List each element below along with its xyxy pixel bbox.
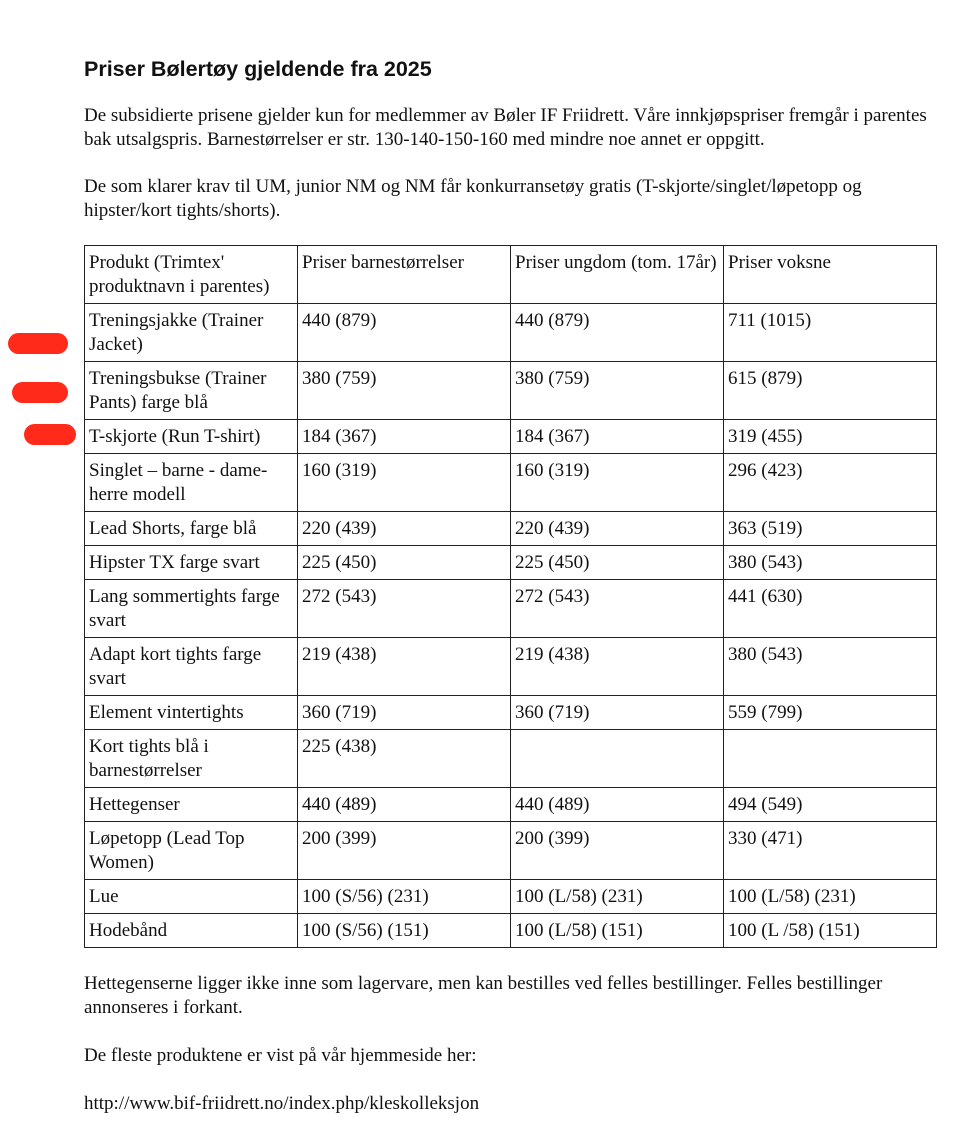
price-cell: 360 (719) <box>511 696 724 730</box>
header-cell: Priser ungdom (tom. 17år) <box>511 246 724 304</box>
table-row <box>85 362 937 420</box>
product-cell: Hodebånd <box>85 914 298 948</box>
intro-paragraph: De som klarer krav til UM, junior NM og NM får konkurransetøy gratis (T-skjorte/singlet/løpetopp og hipster/kort tights/shorts). <box>84 176 862 221</box>
product-cell: Treningsbukse (Trainer Pants) farge blå <box>85 362 298 420</box>
price-cell: 380 (543) <box>724 546 937 580</box>
price-cell: 100 (L/58) (231) <box>511 880 724 914</box>
price-table <box>84 245 937 948</box>
price-cell: 296 (423) <box>724 454 937 512</box>
price-cell: 380 (543) <box>724 638 937 696</box>
table-header-row <box>85 246 937 304</box>
price-cell: 380 (759) <box>511 362 724 420</box>
price-cell: 440 (489) <box>511 788 724 822</box>
price-cell: 225 (450) <box>298 546 511 580</box>
highlight-mark <box>8 333 68 354</box>
product-cell: Lue <box>85 880 298 914</box>
price-cell: 220 (439) <box>298 512 511 546</box>
price-cell <box>724 730 937 788</box>
table-row <box>85 420 937 454</box>
footer-paragraph: De fleste produktene er vist på vår hjemmeside her: <box>84 1045 477 1066</box>
price-cell: 363 (519) <box>724 512 937 546</box>
table-row <box>85 730 937 788</box>
price-cell: 184 (367) <box>298 420 511 454</box>
intro-paragraph: De subsidierte prisene gjelder kun for medlemmer av Bøler IF Friidrett. Våre innkjøpspriser fremgår i parentes bak utsalgspris. Barnestørrelser er str. 130-140-150-160 med mindre noe annet er oppgitt. <box>84 105 927 150</box>
header-cell: Priser voksne <box>724 246 937 304</box>
price-cell: 160 (319) <box>298 454 511 512</box>
highlight-mark <box>24 424 76 445</box>
footer-paragraph: Hettegenserne ligger ikke inne som lagervare, men kan bestilles ved felles bestillinger. Felles bestillinger annonseres i forkant. <box>84 973 883 1018</box>
table-row <box>85 638 937 696</box>
price-cell: 272 (543) <box>298 580 511 638</box>
price-cell: 184 (367) <box>511 420 724 454</box>
price-cell: 330 (471) <box>724 822 937 880</box>
price-cell: 219 (438) <box>298 638 511 696</box>
header-cell: Produkt (Trimtex' produktnavn i parentes) <box>85 246 298 304</box>
document-page <box>84 52 936 1116</box>
product-cell: Singlet – barne - dame-herre modell <box>85 454 298 512</box>
product-cell: Løpetopp (Lead Top Women) <box>85 822 298 880</box>
price-cell: 220 (439) <box>511 512 724 546</box>
table-row <box>85 914 937 948</box>
product-cell: Hettegenser <box>85 788 298 822</box>
table-row <box>85 880 937 914</box>
price-cell: 225 (450) <box>511 546 724 580</box>
price-cell: 440 (489) <box>298 788 511 822</box>
table-row <box>85 788 937 822</box>
price-cell: 100 (S/56) (231) <box>298 880 511 914</box>
price-cell: 360 (719) <box>298 696 511 730</box>
price-cell: 615 (879) <box>724 362 937 420</box>
price-cell: 100 (S/56) (151) <box>298 914 511 948</box>
price-cell: 219 (438) <box>511 638 724 696</box>
price-cell: 494 (549) <box>724 788 937 822</box>
table-row <box>85 580 937 638</box>
price-cell: 225 (438) <box>298 730 511 788</box>
product-cell: Treningsjakke (Trainer Jacket) <box>85 304 298 362</box>
table-row <box>85 454 937 512</box>
table-row <box>85 696 937 730</box>
table-row <box>85 304 937 362</box>
product-cell: Lead Shorts, farge blå <box>85 512 298 546</box>
table-row <box>85 822 937 880</box>
product-cell: Hipster TX farge svart <box>85 546 298 580</box>
price-cell: 100 (L /58) (151) <box>724 914 937 948</box>
highlight-mark <box>12 382 68 403</box>
product-cell: T-skjorte (Run T-shirt) <box>85 420 298 454</box>
price-cell: 160 (319) <box>511 454 724 512</box>
price-cell: 100 (L/58) (151) <box>511 914 724 948</box>
price-cell: 440 (879) <box>298 304 511 362</box>
table-row <box>85 512 937 546</box>
product-cell: Element vintertights <box>85 696 298 730</box>
page-title: Priser Bølertøy gjeldende fra 2025 <box>84 57 432 81</box>
price-cell <box>511 730 724 788</box>
price-cell: 711 (1015) <box>724 304 937 362</box>
price-cell: 272 (543) <box>511 580 724 638</box>
product-cell: Adapt kort tights farge svart <box>85 638 298 696</box>
product-cell: Kort tights blå i barnestørrelser <box>85 730 298 788</box>
price-cell: 200 (399) <box>511 822 724 880</box>
header-cell: Priser barnestørrelser <box>298 246 511 304</box>
price-cell: 319 (455) <box>724 420 937 454</box>
price-cell: 200 (399) <box>298 822 511 880</box>
table-row <box>85 546 937 580</box>
website-link[interactable]: http://www.bif-friidrett.no/index.php/kleskolleksjon <box>84 1093 480 1114</box>
price-cell: 380 (759) <box>298 362 511 420</box>
price-cell: 441 (630) <box>724 580 937 638</box>
price-cell: 100 (L/58) (231) <box>724 880 937 914</box>
price-cell: 440 (879) <box>511 304 724 362</box>
price-cell: 559 (799) <box>724 696 937 730</box>
product-cell: Lang sommertights farge svart <box>85 580 298 638</box>
